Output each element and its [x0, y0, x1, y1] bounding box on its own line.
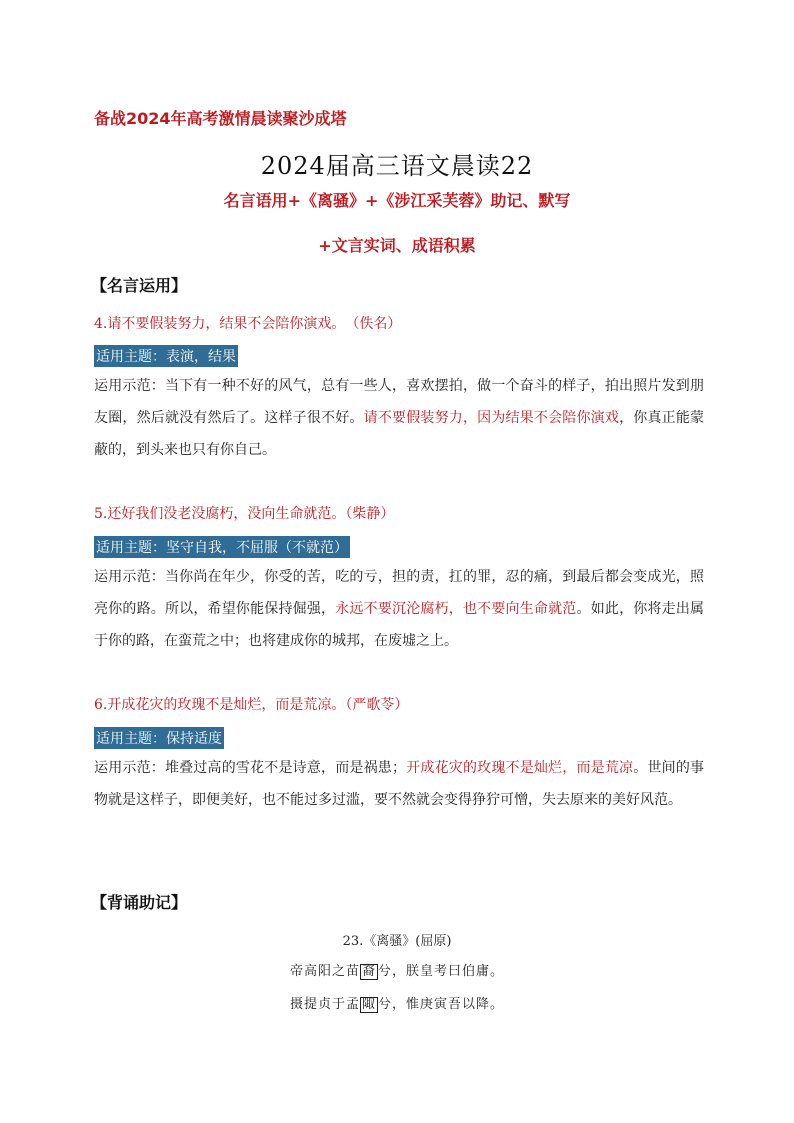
example-paragraph — [94, 370, 704, 466]
example-highlight: 永远不要沉沦腐朽，也不要向生命就范 — [335, 601, 577, 617]
poem-text: 兮，朕皇考曰伯庸。 — [378, 964, 505, 979]
example-text: 。世间的事物就是这样子，即便美好，也不能过多过滥，要不然就会变得狰狞可憎，失去原来的美好风范。 — [94, 760, 705, 808]
section-heading-quotes: 【名言运用】 — [91, 276, 188, 295]
example-text: ，你真正能蒙蔽的，到头来也只有你自己。 — [94, 410, 705, 458]
theme-label: 适用主题：坚守自我，不屈服（不就范） — [94, 536, 350, 558]
example-text: 运用示范：当下有一种不好的风气，总有一些人，喜欢摆拍，做一个奋斗的样子，拍出照片发到朋友圈，然后就没有然后了。这样子很不好。 — [94, 378, 704, 426]
poem-text: 兮，惟庚寅吾以降。 — [378, 997, 505, 1012]
example-text: 。如此，你将走出属于你的路，在蛮荒之中；也将建成你的城邦，在废墟之上。 — [94, 601, 705, 649]
example-text: 运用示范：当你尚在年少，你受的苦，吃的亏，担的责，扛的罪，忍的痛，到最后都会变成光，照亮你的路。所以，希望你能保持倔强， — [94, 569, 704, 617]
example-highlight: 开成花灾的玫瑰不是灿烂，而是荒凉 — [406, 760, 634, 776]
quote-item: 6.开成花灾的玫瑰不是灿烂，而是荒凉。（严歌苓） — [94, 697, 409, 713]
example-paragraph — [94, 752, 704, 816]
example-highlight: 请不要假装努力，因为结果不会陪你演戏 — [363, 410, 620, 426]
example-paragraph — [94, 561, 704, 657]
theme-label: 适用主题：保持适度 — [94, 727, 224, 749]
subtitle-line2: +文言实词、成语积累 — [318, 236, 476, 255]
quote-item: 5.还好我们没老没腐朽，没向生命就范。（柴静） — [94, 506, 395, 522]
theme-label: 适用主题：表演，结果 — [94, 345, 238, 367]
page-title: 2024届高三语文晨读22 — [260, 152, 534, 180]
banner: 备战2024年高考激情晨读聚沙成塔 — [94, 109, 347, 128]
quote-item: 4.请不要假装努力，结果不会陪你演戏。 （佚名） — [94, 316, 402, 332]
section-heading-recitation: 【背诵助记】 — [91, 893, 188, 912]
subtitle-line1: 名言语用+《离骚》+《涉江采芙蓉》助记、默写 — [223, 191, 571, 210]
boxed-character: 陬 — [361, 997, 376, 1012]
poem-line — [0, 960, 794, 980]
poem-text: 摄提贞于孟 — [289, 997, 360, 1012]
example-text: 运用示范：堆叠过高的雪花不是诗意，而是祸患； — [94, 760, 406, 776]
boxed-character: 裔 — [361, 964, 376, 979]
poem-text: 帝高阳之苗 — [289, 964, 360, 979]
poem-title: 23.《离骚》(屈原) — [342, 934, 452, 949]
poem-line — [0, 993, 794, 1013]
